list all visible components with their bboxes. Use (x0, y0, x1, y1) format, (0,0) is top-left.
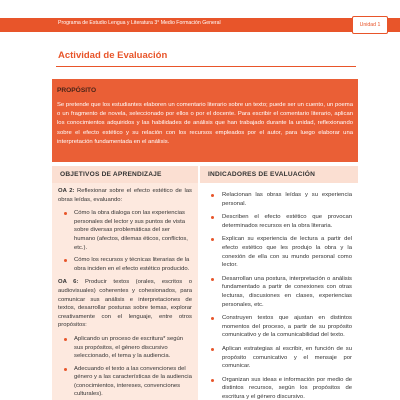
oa-subitem (58, 365, 192, 399)
indicador-text: Organizan sus ideas e información por medio de distintos recursos, según los propósitos de escritura y el género discursivo. (222, 376, 352, 400)
indicadores-heading: INDICADORES DE EVALUACIÓN (208, 171, 316, 178)
oa-subitem-text: Adecuando el texto a las convenciones del género y a las características de la audiencia (conocimientos, intereses, convenciones culturales). (74, 365, 192, 398)
indicador-text: Construyen textos que ajustan en distintos momentos del proceso, a partir de su propósito comunicativo y de la comunicabilidad del texto. (222, 315, 352, 339)
objetivos-heading: OBJETIVOS DE APRENDIZAJE (60, 171, 162, 178)
indicador-text: Describen el efecto estético que provocan determinados recursos en la obra literaria. (222, 214, 352, 229)
oa-subitem-text: Cómo los recursos y técnicas literarias de la obra inciden en el efecto estético producido. (74, 257, 190, 272)
indicador-text: Relacionan las obras leídas y su experiencia personal. (222, 192, 352, 207)
bullet-dot-icon (211, 379, 214, 382)
unit-tab (352, 16, 388, 34)
page-title: Actividad de Evaluación (58, 50, 168, 61)
oa-text: Producir textos (orales, escritos o audiovisuales) coherentes y cohesionados, para comunicar sus análisis e interpretaciones de textos, desarrollar posturas sobre temas, explorar creativamente con el lenguaje, entre otros propósitos: (58, 279, 192, 329)
proposito-body: Se pretende que los estudiantes elaboren un comentario literario sobre un texto; puede ser un cuento, un poema o un fragmento de novela, seleccionado por ellos o por el docente. Para escribir el comentario literario, aplican los conocimientos adquiridos y las habilidades de análisis que han trabajado durante la unidad, reflexionando sobre el efecto estético y su relación con los recursos empleados por el autor, para luego elaborar una interpretación fundamentada en el análisis. (57, 102, 353, 145)
indicador-item (206, 275, 352, 309)
bullet-dot-icon (211, 317, 214, 320)
bullet-dot-icon (64, 212, 67, 215)
bullet-dot-icon (211, 348, 214, 351)
indicador-text: Aplican estrategias al escribir, en función de su propósito comunicativo y el mensaje por comunicar. (222, 345, 352, 370)
bullet-dot-icon (211, 278, 214, 281)
oa-code: OA 6: (58, 279, 79, 286)
indicador-item (206, 235, 352, 269)
indicador-text: Explican su experiencia de lectura a partir del efecto estético que les produjo la obra y la conexión de ella con su mundo personal como lector. (222, 236, 352, 269)
objetivos-column (52, 183, 198, 400)
oa-sublist (58, 335, 192, 399)
objetivos-header (52, 166, 198, 183)
bullet-dot-icon (211, 194, 214, 197)
indicadores-header (200, 166, 358, 183)
indicador-item (206, 345, 352, 371)
oa-text: Reflexionar sobre el efecto estético de las obras leídas, evaluando: (58, 188, 192, 203)
oa-code: OA 2: (58, 188, 75, 194)
oa-subitem (58, 209, 192, 252)
indicador-item (206, 191, 352, 208)
program-name: Programa de Estudio Lengua y Literatura 3° Medio Formación General (58, 20, 221, 26)
bullet-dot-icon (211, 238, 214, 241)
oa-subitem (58, 256, 192, 273)
indicadores-column (200, 183, 358, 400)
indicador-text: Desarrollan una postura, interpretación o análisis fundamentado a partir de conexiones con otras lecturas, discusiones en clases, experiencias personales, etc. (222, 275, 352, 308)
bullet-dot-icon (64, 259, 67, 262)
proposito-heading: PROPÓSITO (57, 87, 97, 94)
oa-subitem-text: Aplicando un proceso de escritura* según sus propósitos, el género discursivo seleccionado, el tema y la audiencia. (74, 335, 184, 360)
bullet-dot-icon (64, 368, 67, 371)
oa-subitem (58, 335, 192, 361)
title-divider (56, 66, 356, 67)
bullet-dot-icon (64, 338, 67, 341)
proposito-box (52, 79, 358, 162)
bullet-dot-icon (211, 216, 214, 219)
oa-subitem-text: Cómo la obra dialoga con las experiencias personales del lector y sus puntos de vista sobre diversas problemáticas del ser humano (afectos, dilemas éticos, conflictos, etc.). (74, 210, 188, 251)
indicadores-list (206, 191, 352, 400)
oa-item (58, 187, 192, 204)
oa-item (58, 278, 192, 330)
oa-sublist (58, 209, 192, 273)
indicador-item (206, 314, 352, 340)
indicador-item (206, 213, 352, 230)
unit-label: Unidad 1 (359, 22, 381, 28)
header-bar (0, 0, 400, 40)
indicador-item (206, 376, 352, 400)
